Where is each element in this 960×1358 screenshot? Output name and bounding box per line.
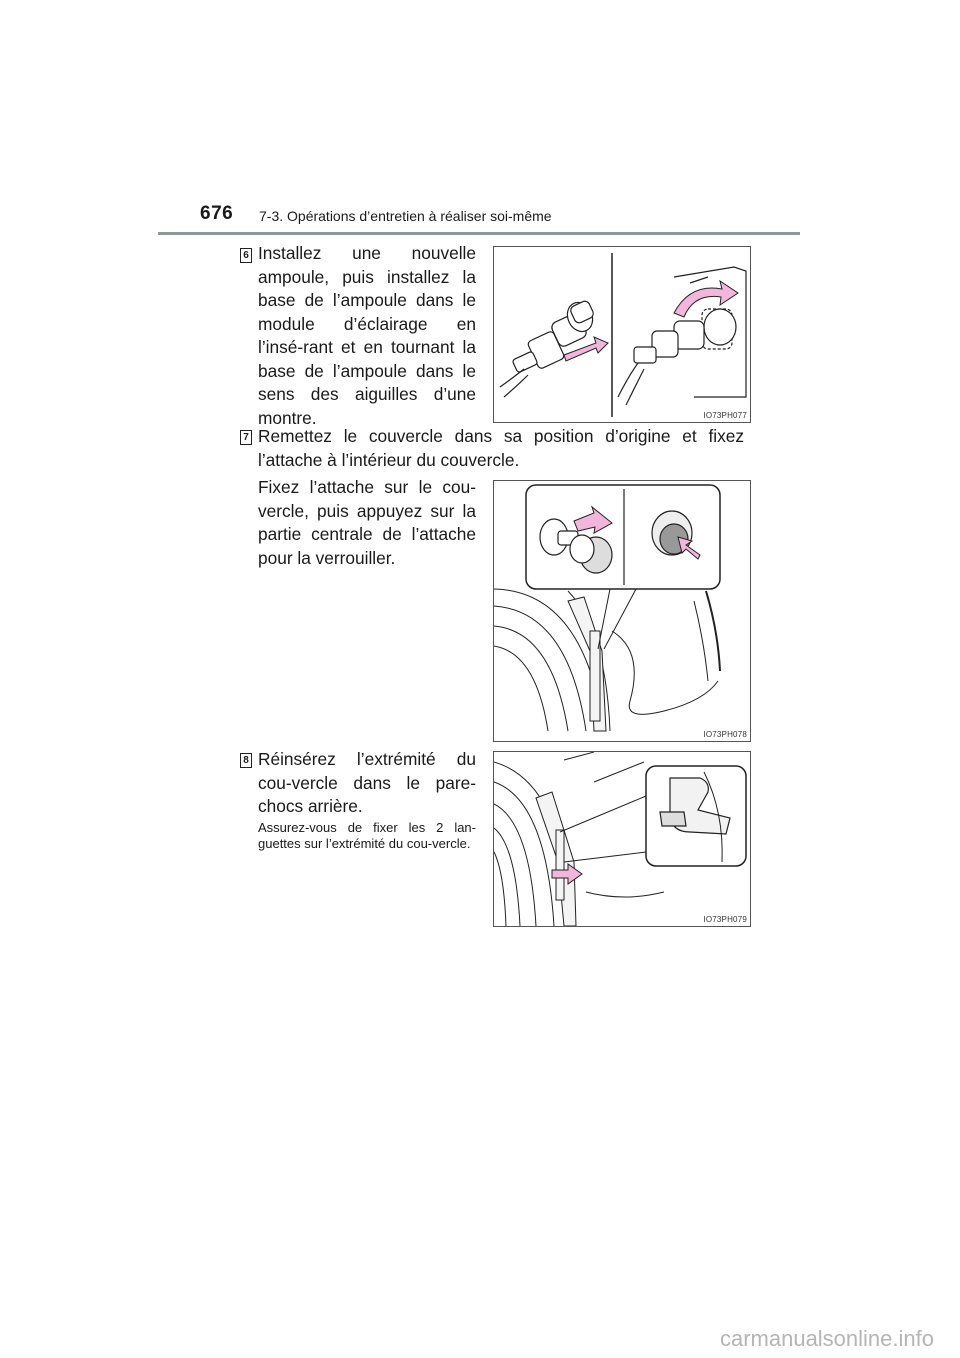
header-rule [158, 232, 800, 235]
figure-code: IO73PH079 [703, 915, 747, 924]
watermark: carmanualsonline.info [719, 1326, 934, 1351]
bulb-install-illustration [494, 247, 750, 422]
step-8-badge: 8 [240, 753, 252, 768]
step-6-badge: 6 [240, 248, 252, 263]
figure-clip-attach [493, 480, 751, 742]
clip-attach-illustration [494, 481, 750, 741]
figure-cover-insert [493, 751, 751, 927]
step-6-text: Installez une nouvelle ampoule, puis installez la base de l’ampoule dans le module d’éclairage en l’insé-rant et en tournant la base de l’ampoule dans le sens des aiguilles d’une montre. [258, 243, 476, 428]
step-7-text: Remettez le couvercle dans sa position d’origine et fixez l’attache à l’intérieur du couvercle. [258, 426, 744, 470]
figure-code: IO73PH077 [703, 411, 747, 420]
figure-bulb-install [493, 246, 751, 423]
figure-code: IO73PH078 [703, 730, 747, 739]
section-title: 7-3. Opérations d’entretien à réaliser soi-même [259, 208, 552, 224]
step-7-subtext: Fixez l’attache sur le cou-vercle, puis appuyez sur la partie centrale de l’attache pour la verrouiller. [258, 477, 476, 568]
step-8-text: Réinsérez l’extrémité du cou-vercle dans le pare-chocs arrière. [258, 749, 476, 816]
step-7-badge: 7 [240, 430, 252, 445]
step-8-note: Assurez-vous de fixer les 2 lan-guettes sur l’extrémité du cou-vercle. [258, 820, 476, 851]
cover-insert-illustration [494, 752, 750, 926]
page-number: 676 [200, 203, 234, 224]
